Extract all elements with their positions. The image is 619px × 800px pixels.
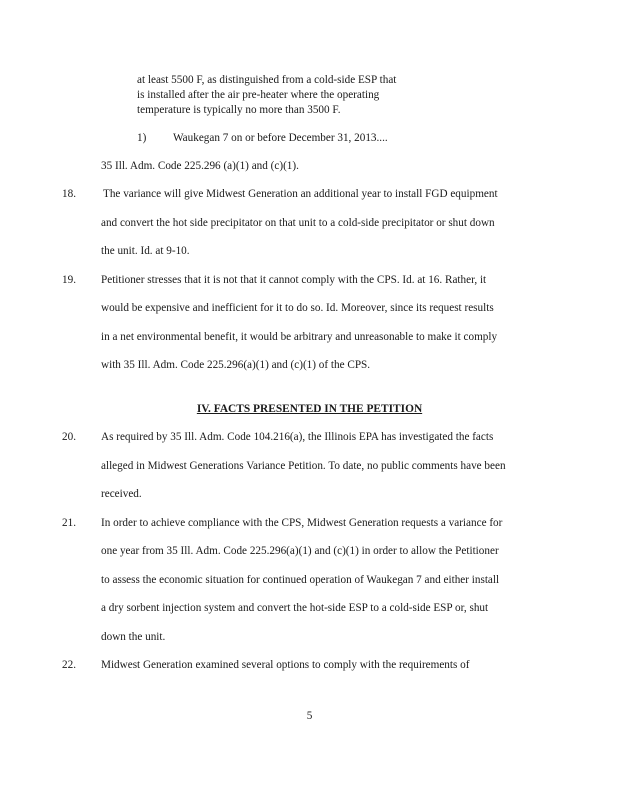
paragraph-line: Midwest Generation examined several options to comply with the requirements of (101, 659, 470, 671)
paragraph-line: As required by 35 Ill. Adm. Code 104.216(a), the Illinois EPA has investigated the facts (101, 431, 494, 443)
paragraph-line: down the unit. (101, 631, 166, 643)
paragraph-line: The variance will give Midwest Generation an additional year to install FGD equipment (103, 188, 498, 200)
paragraph-line: in a net environmental benefit, it would be arbitrary and unreasonable to make it comply (101, 331, 498, 343)
paragraph-line: to assess the economic situation for continued operation of Waukegan 7 and either install (101, 574, 500, 586)
paragraph-number: 19. (62, 274, 76, 286)
paragraph-number: 20. (62, 431, 76, 443)
page-number: 5 (306, 710, 313, 722)
quote-line: temperature is typically no more than 3500 F. (137, 104, 341, 116)
section-heading: IV. FACTS PRESENTED IN THE PETITION (196, 403, 423, 415)
paragraph-line: with 35 Ill. Adm. Code 225.296(a)(1) and (c)(1) of the CPS. (101, 359, 371, 371)
paragraph-line: would be expensive and inefficient for it to do so. Id. Moreover, since its request results (101, 302, 494, 314)
paragraph-line: the unit. Id. at 9-10. (101, 245, 190, 257)
quote-item-text: Waukegan 7 on or before December 31, 2013.... (173, 132, 388, 144)
quote-line: is installed after the air pre-heater where the operating (137, 89, 380, 101)
paragraph-line: In order to achieve compliance with the CPS, Midwest Generation requests a variance for (101, 517, 503, 529)
paragraph-line: alleged in Midwest Generations Variance Petition. To date, no public comments have been (101, 460, 506, 472)
quote-line: at least 5500 F, as distinguished from a cold-side ESP that (137, 74, 397, 86)
paragraph-number: 21. (62, 517, 76, 529)
paragraph-line: a dry sorbent injection system and convert the hot-side ESP to a cold-side ESP or, shut (101, 602, 489, 614)
paragraph-line: and convert the hot side precipitator on that unit to a cold-side precipitator or shut down (101, 217, 495, 229)
paragraph-number: 18. (62, 188, 76, 200)
paragraph-line: Petitioner stresses that it is not that it cannot comply with the CPS. Id. at 16. Rather, it (101, 274, 487, 286)
paragraph-line: received. (101, 488, 142, 500)
paragraph-line: one year from 35 Ill. Adm. Code 225.296(a)(1) and (c)(1) in order to allow the Petitioner (101, 545, 499, 557)
citation: 35 Ill. Adm. Code 225.296 (a)(1) and (c)(1). (101, 160, 299, 172)
quote-item-label: 1) (137, 132, 147, 144)
paragraph-number: 22. (62, 659, 76, 671)
